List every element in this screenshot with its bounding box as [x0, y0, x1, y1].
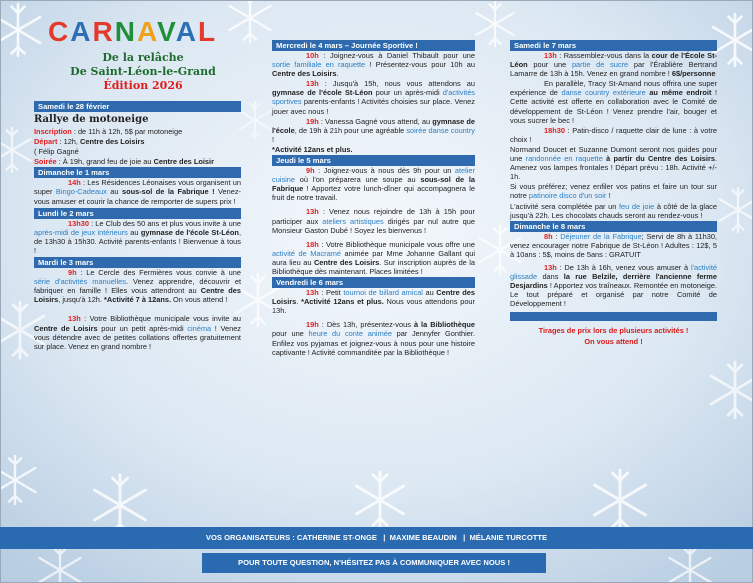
- title-letter: C: [48, 16, 71, 47]
- title-letter: A: [136, 16, 158, 47]
- rally-depart: Départ : 12h, Centre des Loisirs: [34, 137, 145, 147]
- contact-bar: POUR TOUTE QUESTION, N'HÉSITEZ PAS À COMMUNIQUER AVEC NOUS !: [202, 553, 546, 573]
- column-2: [272, 40, 475, 358]
- event-sucre: 13h : Rassemblez-vous dans la cour de l'École St-Léon pour une partie de sucre par l'Érablière Bertrand Lamarre de 13h à 15h. Venez en grand nombre ! 6$/personne: [510, 51, 717, 79]
- column-1: [34, 101, 241, 352]
- prize-note-2: On vous attend !: [584, 336, 643, 346]
- event-glissade: 13h : De 13h à 16h, venez vous amuser à l'activité glissade dans la rue Belzile, derrière l'ancienne ferme Desjardins ! Apportez vos traîneaux. Remontée en motoneige. Le tout préparé et organisé par notre Comité de Développement !: [510, 262, 717, 309]
- event-artistiques: 13h : Venez nous rejoindre de 13h à 15h pour participer aux ateliers artistiques dirigés par nul autre que Monsieur Gaston Dubé ! Soyez les bienvenus !: [272, 207, 475, 235]
- title-line-1: De la relâche: [102, 51, 184, 64]
- event-cuisine: 9h : Joignez-vous à nous dès 9h pour un atelier cuisine où l'on préparera une soupe au sous-sol de la Fabrique ! Apportez votre lunch-dîner qui accompagnera le fruit de notre travail.: [272, 166, 475, 203]
- day-header-dimanche-1: Dimanche le 1 mars: [34, 167, 241, 178]
- event-danse-note: *Activité 12ans et plus.: [272, 144, 353, 154]
- day-header-mercredi-4: Mercredi le 4 mars – Journée Sportive !: [272, 40, 475, 51]
- event-danse-country: 19h : Vanessa Gagné vous attend, au gymnase de l'école, de 19h à 21h pour une agréable soirée danse country !: [272, 116, 475, 144]
- event-macrame: 18h : Votre Bibliothèque municipale vous offre une activité de Macramé animée par Mme Johanne Gallant qui aura lieu au Centre des Loisirs. Sur inscription auprès de la Bibliothèque dès maintenant. Places limitées !: [272, 239, 476, 276]
- day-header-lundi-2: Lundi le 2 mars: [34, 208, 241, 219]
- event-jeux: 13h30 : Le Club des 50 ans et plus vous invite à une après-midi de jeux intérieurs au gymnase de l'école St-Léon, de 13h30 à 15h30. Activité parents-enfants ! Bienvenue à tous !: [34, 218, 241, 255]
- event-fermieres: 9h : Le Cercle des Fermières vous convie à une série d'activités manuelles. Venez apprendre, découvrir et fabriquer en famille ! Elles vous attendront au Centre des Loisirs, jusqu'à 12h. *Activité 7 à 12ans. On vous attend !: [34, 268, 241, 305]
- rally-guide: ( Félip Gagné: [34, 147, 79, 157]
- event-dejeuner: 8h : Déjeuner de la Fabrique; Servi de 8h à 11h30, venez encourager notre Fabrique de St-Léon ! Adultes : 12$, 5 à 10ans : 5$, moins de 5ans : GRATUIT: [510, 231, 717, 259]
- day-header-mardi-3: Mardi le 3 mars: [34, 257, 241, 268]
- event-cinema: 13h : Votre Bibliothèque municipale vous invite au Centre de Loisirs pour un petit après-midi cinéma ! Venez vous détendre avec de petites collations offertes gratuitement sur place. Venez en grand nombre !: [34, 314, 242, 351]
- event-randonnee: Normand Doucet et Suzanne Dumont seront nos guides pour une randonnée en raquette à partir du Centre des Loisirs. Amenez vos lampes frontales ! Départ prévu : 18h. Activité +/- 1h.: [510, 144, 717, 182]
- event-conte: 19h : Dès 13h, présentez-vous à la Bibliothèque pour une heure du conte animée par Jennyfer Gonthier. Enfilez vos pyjamas et joignez-vous à nous pour une histoire captivante ! Activité commanditée par la Bibliothèque !: [272, 320, 475, 357]
- event-feu-de-joie: L'activité sera complétée par un feu de joie à côté de la glace jusqu'à 22h. Les chocolats chauds seront au rendez-vous !: [510, 201, 717, 220]
- organizers-bar: VOS ORGANISATEURS : CATHERINE ST-ONGE | MAXIME BEAUDIN | MÉLANIE TURCOTTE: [0, 527, 753, 549]
- prize-note: Tirages de prix lors de plusieurs activités !: [538, 326, 689, 336]
- carnaval-title: [48, 16, 238, 48]
- day-header-jeudi-5: Jeudi le 5 mars: [272, 155, 475, 166]
- title-letter: R: [92, 16, 115, 47]
- title-letter: V: [157, 16, 176, 47]
- title-letter: L: [197, 16, 218, 47]
- title-line-2: De Saint-Léon-le-Grand: [70, 65, 216, 78]
- day-header-samedi-7: Samedi le 7 mars: [510, 40, 717, 51]
- event-patin-disco: 18h30 : Patin-disco / raquette clair de lune : à votre choix !: [510, 125, 717, 144]
- title-line-3: Édition 2026: [103, 79, 183, 92]
- event-billard: 13h : Petit tournoi de billard amical au Centre des Loisirs. *Activité 12ans et plus. Nous vous attendons pour 13h.: [272, 288, 475, 316]
- event-bingo: 14h : Les Résidences Léonaises vous organisent un super Bingo-Cadeaux au sous-sol de la Fabrique ! Venez-vous amuser et courir la chance de remporter de supers prix !: [34, 178, 242, 206]
- title-letter: A: [70, 16, 93, 47]
- section-divider: [510, 312, 717, 321]
- rally-title: Rallye de motoneige: [34, 114, 149, 125]
- event-patinoire: Si vous préférez; venez enfiler vos patins et faire un tour sur notre patinoire disco d'un soir !: [510, 182, 717, 201]
- title-letter: A: [175, 16, 198, 47]
- title-letter: N: [114, 16, 137, 47]
- day-header-samedi-28: Samedi le 28 février: [34, 101, 241, 112]
- event-sportives: 13h : Jusqu'à 15h, nous vous attendons au gymnase de l'école St-Léon pour un après-midi d'activités sportives parents-enfants ! Activités choisies sur place. Venez jouer avec nous !: [272, 79, 475, 116]
- rally-soiree: Soirée : À 19h, grand feu de joie au Centre des Loisir: [34, 157, 214, 167]
- day-header-vendredi-6: Vendredi le 6 mars: [272, 277, 475, 288]
- rally-inscription: Inscription : de 11h à 12h, 5$ par motoneige: [34, 127, 183, 136]
- day-header-dimanche-8: Dimanche le 8 mars: [510, 221, 717, 232]
- event-danse-exterieure: En parallèle, Tracy St-Amand nous offrira une super expérience de danse country extérieure au même endroit ! Cette activité est offerte en collaboration avec le Comité de développement de St-Léon ! Venez prendre l'air, bouger et vous sucrer le bec !: [510, 79, 718, 125]
- event-raquette: 10h : Joignez-vous à Daniel Thibault pour une sortie familiale en raquette ! Présentez-vous pour 10h au Centre des Loisirs.: [272, 51, 475, 79]
- column-3: [510, 40, 717, 347]
